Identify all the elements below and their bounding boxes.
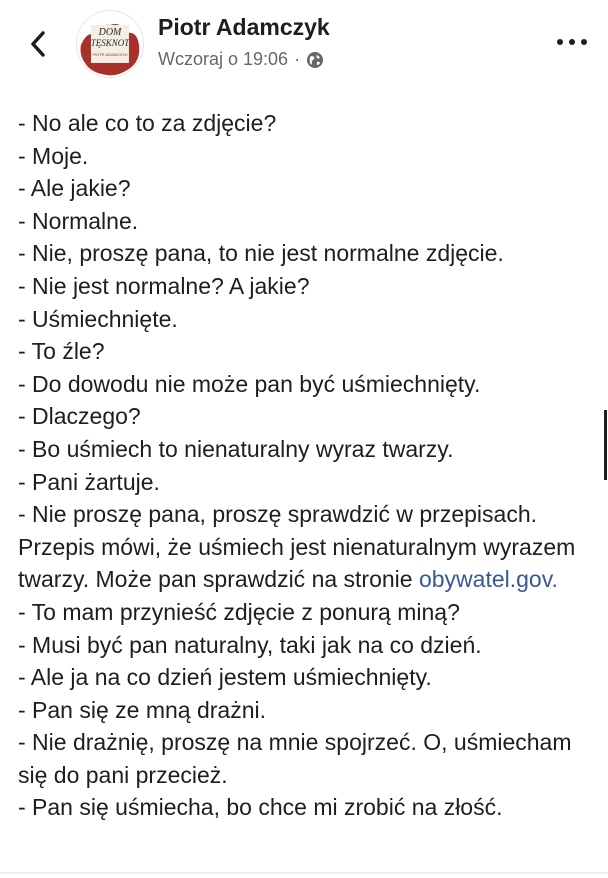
chevron-left-icon bbox=[26, 26, 52, 62]
post-line: - Moje. bbox=[18, 142, 89, 169]
post-line: - Uśmiechnięte. bbox=[18, 305, 178, 332]
author-name[interactable]: Piotr Adamczyk bbox=[158, 14, 330, 40]
post-line: - Dlaczego? bbox=[18, 403, 141, 430]
globe-icon[interactable] bbox=[306, 51, 324, 69]
post-header bbox=[0, 0, 608, 95]
post-paragraph: - Nie drażnię, proszę na mnie spojrzeć. O, uśmiecham się do pani przecież. bbox=[18, 729, 572, 788]
avatar[interactable] bbox=[76, 10, 144, 78]
post-line: - Ale jakie? bbox=[18, 175, 131, 202]
post-line: - Musi być pan naturalny, taki jak na co dzień. bbox=[18, 631, 482, 658]
svg-text:DOM: DOM bbox=[98, 27, 122, 38]
svg-text:PIOTR ADAMCZYK: PIOTR ADAMCZYK bbox=[92, 52, 128, 57]
post-meta bbox=[158, 49, 324, 70]
post-line: - Pani żartuje. bbox=[18, 468, 160, 495]
post-line: - To mam przynieść zdjęcie z ponurą miną? bbox=[18, 598, 460, 625]
meta-separator: · bbox=[294, 49, 301, 69]
post-line: - Pan się ze mną drażni. bbox=[18, 696, 267, 723]
more-options-button[interactable] bbox=[552, 30, 592, 54]
paragraph-text: - Nie proszę pana, proszę sprawdzić w przepisach. Przepis mówi, że uśmiech jest nienaturalnym wyrazem twarzy. Może pan sprawdzić na stronie bbox=[18, 501, 576, 593]
post-timestamp[interactable]: Wczoraj o 19:06 bbox=[158, 49, 289, 69]
avatar-logo bbox=[77, 11, 143, 77]
post-line: - Pan się uśmiecha, bo chce mi zrobić na złość. bbox=[18, 794, 503, 821]
obywatel-link[interactable]: obywatel.gov. bbox=[418, 566, 558, 593]
post-line: - No ale co to za zdjęcie? bbox=[18, 110, 277, 136]
post-body bbox=[18, 107, 598, 824]
divider bbox=[0, 872, 608, 874]
more-dots-icon bbox=[552, 30, 592, 54]
post-line: - Ale ja na co dzień jestem uśmiechnięty. bbox=[18, 664, 432, 691]
svg-text:TĘSKNOT: TĘSKNOT bbox=[90, 38, 130, 48]
post-line: - Normalne. bbox=[18, 207, 139, 234]
scrollbar[interactable] bbox=[604, 410, 607, 480]
post-line: - Nie, proszę pana, to nie jest normalne zdjęcie. bbox=[18, 240, 504, 267]
post-line: - Bo uśmiech to nienaturalny wyraz twarzy. bbox=[18, 435, 454, 462]
post-line: - To źle? bbox=[18, 338, 105, 365]
back-button[interactable] bbox=[26, 26, 52, 62]
post-line: - Nie jest normalne? A jakie? bbox=[18, 272, 310, 299]
post-line: - Do dowodu nie może pan być uśmiechnięty. bbox=[18, 370, 481, 397]
post-paragraph bbox=[18, 498, 598, 596]
